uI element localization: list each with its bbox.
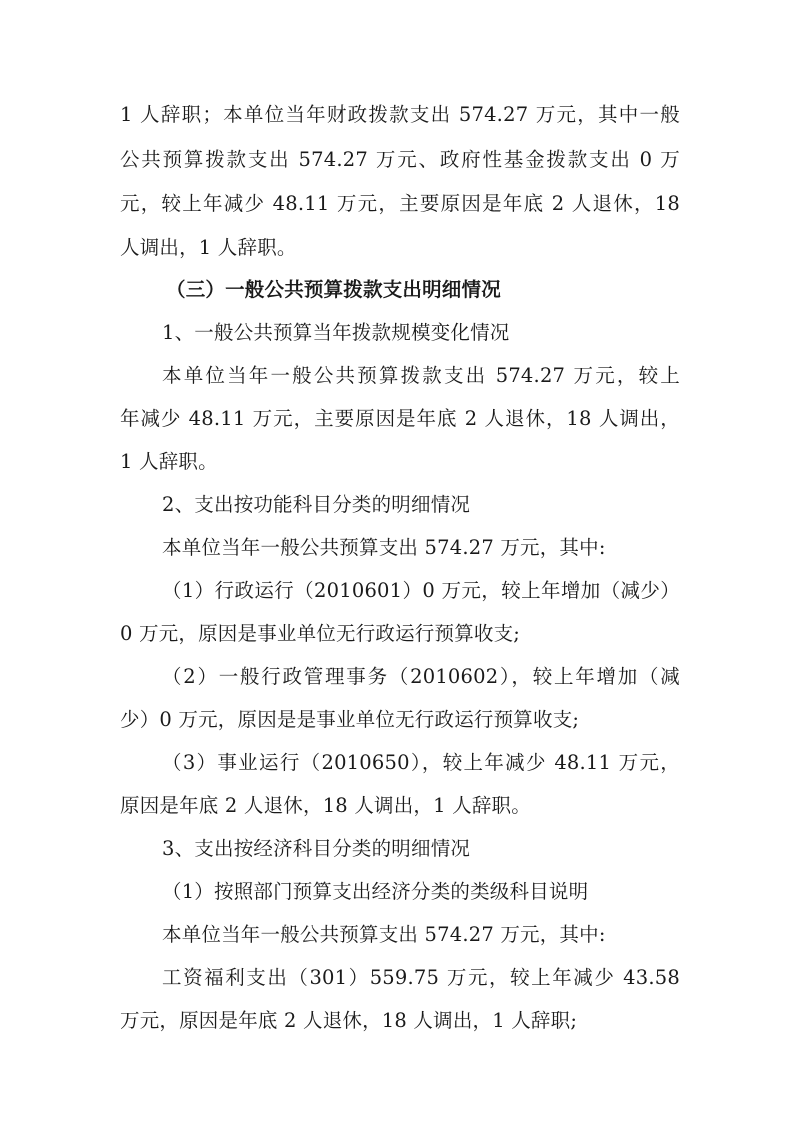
text-line: （1）行政运行（2010601）0 万元，较上年增加（减少）: [162, 579, 680, 602]
text-line: （3）事业运行（2010650），较上年减少 48.11 万元，: [162, 751, 680, 774]
text-line: 人调出，1 人辞职。: [120, 236, 297, 259]
text-line: 年减少 48.11 万元，主要原因是年底 2 人退休，18 人调出，: [120, 407, 680, 430]
text-line: 工资福利支出（301）559.75 万元，较上年减少 43.58: [162, 966, 680, 989]
text-line: 少）0 万元，原因是是事业单位无行政运行预算收支;: [120, 708, 580, 731]
text-line: 公共预算拨款支出 574.27 万元、政府性基金拨款支出 0 万: [120, 148, 680, 171]
text-line: 元，较上年减少 48.11 万元，主要原因是年底 2 人退休，18: [120, 192, 680, 215]
section-heading: （三）一般公共预算拨款支出明细情况: [166, 278, 501, 301]
subsection-heading: 1、一般公共预算当年拨款规模变化情况: [162, 321, 510, 344]
text-line: 本单位当年一般公共预算支出 574.27 万元，其中:: [162, 923, 606, 946]
text-line: 1 人辞职。: [120, 450, 218, 473]
text-line: 万元，原因是年底 2 人退休，18 人调出，1 人辞职;: [120, 1009, 578, 1032]
text-line: 本单位当年一般公共预算拨款支出 574.27 万元，较上: [162, 364, 680, 387]
text-line: 本单位当年一般公共预算支出 574.27 万元，其中:: [162, 536, 606, 559]
text-line: 1 人辞职；本单位当年财政拨款支出 574.27 万元，其中一般: [120, 103, 680, 126]
text-line: 0 万元，原因是事业单位无行政运行预算收支;: [120, 622, 521, 645]
text-line: 原因是年底 2 人退休，18 人调出，1 人辞职。: [120, 794, 531, 817]
subsection-heading: 3、支出按经济科目分类的明细情况: [162, 837, 471, 860]
subsection-heading: 2、支出按功能科目分类的明细情况: [162, 493, 471, 516]
text-line: （1）按照部门预算支出经济分类的类级科目说明: [162, 880, 589, 903]
text-line: （2）一般行政管理事务（2010602），较上年增加（减: [162, 665, 680, 688]
